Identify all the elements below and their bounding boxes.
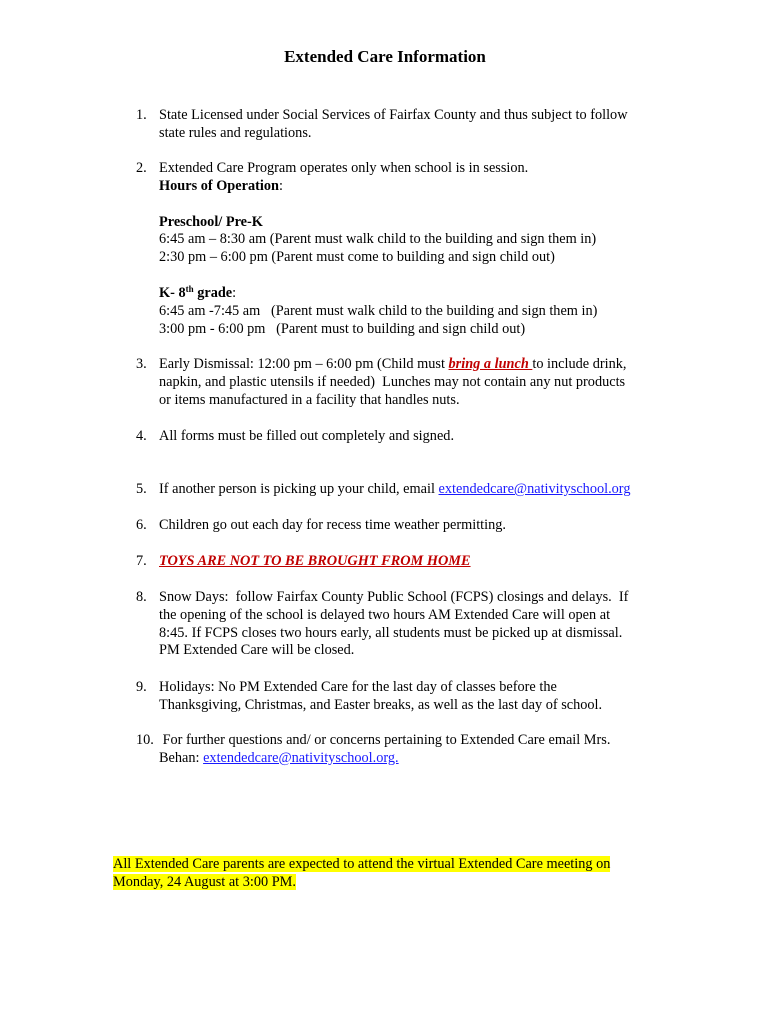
list-item-4 bbox=[136, 428, 676, 446]
hours-of-operation-label: Hours of Operation: bbox=[159, 177, 283, 194]
email-link[interactable]: extendedcare@nativityschool.org. bbox=[203, 749, 399, 766]
list-item-9 bbox=[136, 679, 676, 715]
preschool-hours-am: 6:45 am – 8:30 am (Parent must walk child to the building and sign them in) bbox=[159, 231, 597, 248]
item-4-text: All forms must be filled out completely and signed. bbox=[159, 428, 455, 444]
list-number: 6. bbox=[136, 517, 147, 533]
notice-line-1: All Extended Care parents are expected to attend the virtual Extended Care meeting on bbox=[113, 856, 611, 872]
item-6-text: Children go out each day for recess time weather permitting. bbox=[159, 517, 506, 533]
item-3-line-1: Early Dismissal: 12:00 pm – 6:00 pm (Child must bring a lunch to include drink, bbox=[159, 356, 627, 372]
item-5-text: If another person is picking up your child, email extendedcare@nativityschool.org bbox=[159, 481, 631, 497]
list-item-2 bbox=[136, 160, 676, 338]
meeting-notice bbox=[113, 856, 673, 892]
list-number: 7. bbox=[136, 553, 147, 569]
list-number: 10. bbox=[136, 732, 154, 748]
item-3-line-3: or items manufactured in a facility that handles nuts. bbox=[159, 391, 460, 408]
list-number: 8. bbox=[136, 589, 147, 605]
list-item-6 bbox=[136, 517, 676, 535]
item-8-line-4: PM Extended Care will be closed. bbox=[159, 642, 355, 659]
item-9-line-1: Holidays: No PM Extended Care for the last day of classes before the bbox=[159, 679, 557, 695]
toys-warning: TOYS ARE NOT TO BE BROUGHT FROM HOME bbox=[159, 553, 471, 569]
list-item-3 bbox=[136, 356, 676, 409]
k8-heading: K- 8th grade: bbox=[159, 283, 237, 301]
list-item-5 bbox=[136, 481, 676, 499]
list-number: 3. bbox=[136, 356, 147, 372]
item-3-line-2: napkin, and plastic utensils if needed) Lunches may not contain any nut products bbox=[159, 373, 626, 390]
list-item-8 bbox=[136, 589, 676, 660]
item-8-line-3: 8:45. If FCPS closes two hours early, all students must be picked up at dismissal. bbox=[159, 624, 623, 641]
bring-lunch-emphasis: bring a lunch bbox=[448, 356, 533, 372]
list-item-7 bbox=[136, 553, 676, 571]
list-item-10 bbox=[136, 732, 676, 768]
item-1-line-1: State Licensed under Social Services of Fairfax County and thus subject to follow bbox=[159, 107, 628, 123]
item-9-line-2: Thanksgiving, Christmas, and Easter breaks, as well as the last day of school. bbox=[159, 696, 603, 713]
item-10-line-2: Behan: extendedcare@nativityschool.org. bbox=[159, 749, 399, 766]
notice-line-2: Monday, 24 August at 3:00 PM. bbox=[113, 873, 296, 890]
preschool-hours-pm: 2:30 pm – 6:00 pm (Parent must come to building and sign child out) bbox=[159, 249, 555, 266]
list-number: 5. bbox=[136, 481, 147, 497]
list-number: 9. bbox=[136, 679, 147, 695]
item-1-line-2: state rules and regulations. bbox=[159, 124, 312, 141]
list-number: 2. bbox=[136, 160, 147, 176]
list-item-1 bbox=[136, 107, 676, 143]
k8-hours-pm: 3:00 pm - 6:00 pm (Parent must to building and sign child out) bbox=[159, 320, 526, 337]
k8-hours-am: 6:45 am -7:45 am (Parent must walk child to the building and sign them in) bbox=[159, 302, 598, 319]
item-8-line-1: Snow Days: follow Fairfax County Public School (FCPS) closings and delays. If bbox=[159, 589, 629, 605]
list-number: 1. bbox=[136, 107, 147, 123]
document-title: Extended Care Information bbox=[284, 47, 486, 66]
email-link[interactable]: extendedcare@nativityschool.org bbox=[438, 481, 631, 497]
item-8-line-2: the opening of the school is delayed two hours AM Extended Care will open at bbox=[159, 606, 611, 623]
item-10-line-1: For further questions and/ or concerns pertaining to Extended Care email Mrs. bbox=[159, 732, 611, 748]
list-number: 4. bbox=[136, 428, 147, 444]
preschool-heading: Preschool/ Pre-K bbox=[159, 213, 263, 230]
item-2-line-1: Extended Care Program operates only when school is in session. bbox=[159, 160, 529, 176]
